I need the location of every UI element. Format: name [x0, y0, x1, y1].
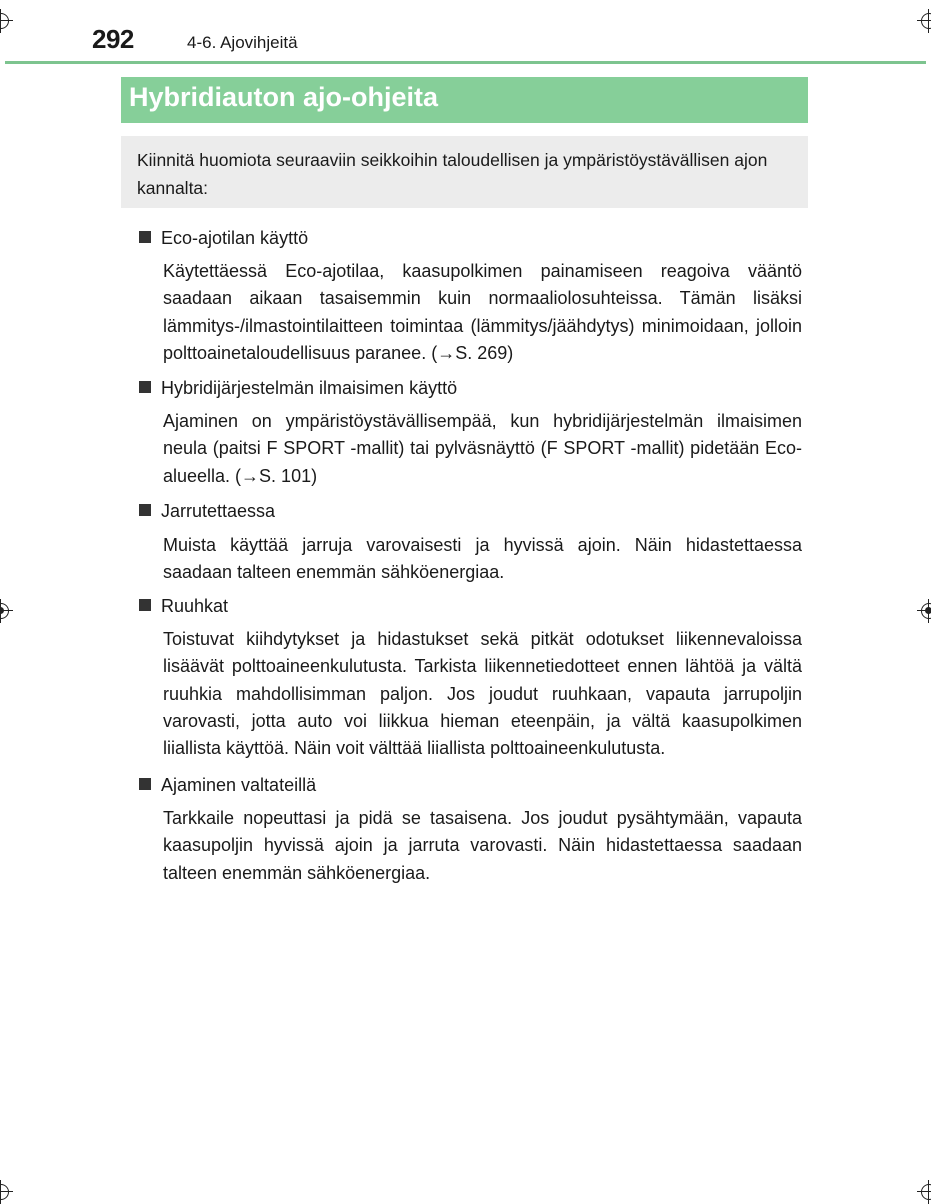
- intro-text: Kiinnitä huomiota seuraaviin seikkoihin taloudellisen ja ympäristöystävällisen ajon kannalta:: [137, 150, 768, 198]
- section-title: 4-6. Ajovihjeitä: [187, 33, 298, 52]
- topic-heading: [139, 773, 316, 797]
- registration-mark-bottom-left-icon: [0, 1180, 13, 1204]
- registration-mark-right-icon: [917, 599, 931, 623]
- topic-heading-label: Ajaminen valtateillä: [161, 775, 317, 795]
- topic-heading: [139, 499, 275, 523]
- topic-heading-label: Jarrutettaessa: [161, 501, 276, 521]
- registration-mark-left-icon: [0, 599, 13, 623]
- topic-text: Käytettäessä Eco-ajotilaa, kaasupolkimen painamiseen reagoiva vääntö saadaan aikaan tasaisemmin kuin normaaliolosuhteissa. Tämän lisäksi lämmitys-/ilmastointilaitteen toimintaa (lämmitys/jäähdytys) minimoidaan, jolloin polttoainetaloudellisuus paranee. (→S. 269): [163, 261, 802, 363]
- registration-mark-bottom-right-icon: [917, 1180, 931, 1204]
- topic-heading-label: Eco-ajotilan käyttö: [161, 228, 309, 248]
- topic-text: Toistuvat kiihdytykset ja hidastukset sekä pitkät odotukset liikennevaloissa lisäävät polttoaineenkulutusta. Tarkista liikennetiedotteet ennen lähtöä ja vältä ruuhkia mahdollisimman paljon. Jos joudut ruuhkaan, vapauta jarrupoljin varovasti, jotta auto voi liikkua hieman eteenpäin, ja vältä kaasupolkimen liiallista käyttöä. Näin voit välttää liiallista polttoaineenkulutusta.: [163, 629, 802, 759]
- title-banner: [121, 77, 808, 123]
- topic-text: Tarkkaile nopeuttasi ja pidä se tasaisena. Jos joudut pysähtymään, vapauta kaasupoljin hyvissä ajoin ja jarruta varovasti. Näin hidastettaessa saadaan talteen enemmän sähköenergiaa.: [163, 808, 802, 883]
- topic-heading: [139, 226, 308, 250]
- bullet-square-icon: [139, 778, 151, 790]
- topic-heading: [139, 594, 228, 618]
- bullet-square-icon: [139, 599, 151, 611]
- page-number: 292: [92, 24, 134, 54]
- topic-heading: [139, 376, 457, 400]
- page-title: Hybridiauton ajo-ohjeita: [129, 82, 439, 112]
- registration-mark-top-left-icon: [0, 9, 13, 33]
- bullet-square-icon: [139, 381, 151, 393]
- bullet-square-icon: [139, 504, 151, 516]
- bullet-square-icon: [139, 231, 151, 243]
- registration-mark-top-right-icon: [917, 9, 931, 33]
- header-rule: [5, 61, 926, 64]
- topic-heading-label: Hybridijärjestelmän ilmaisimen käyttö: [161, 378, 458, 398]
- topic-text: Muista käyttää jarruja varovaisesti ja hyvissä ajoin. Näin hidastettaessa saadaan talteen enemmän sähköenergiaa.: [163, 535, 802, 583]
- topic-text: Ajaminen on ympäristöystävällisempää, kun hybridijärjestelmän ilmaisimen neula (paitsi F SPORT -mallit) tai pylväsnäyttö (F SPORT -mallit) pidetään Eco-alueella. (→S. 101): [163, 411, 802, 486]
- topic-heading-label: Ruuhkat: [161, 596, 229, 616]
- intro-box: [121, 136, 808, 208]
